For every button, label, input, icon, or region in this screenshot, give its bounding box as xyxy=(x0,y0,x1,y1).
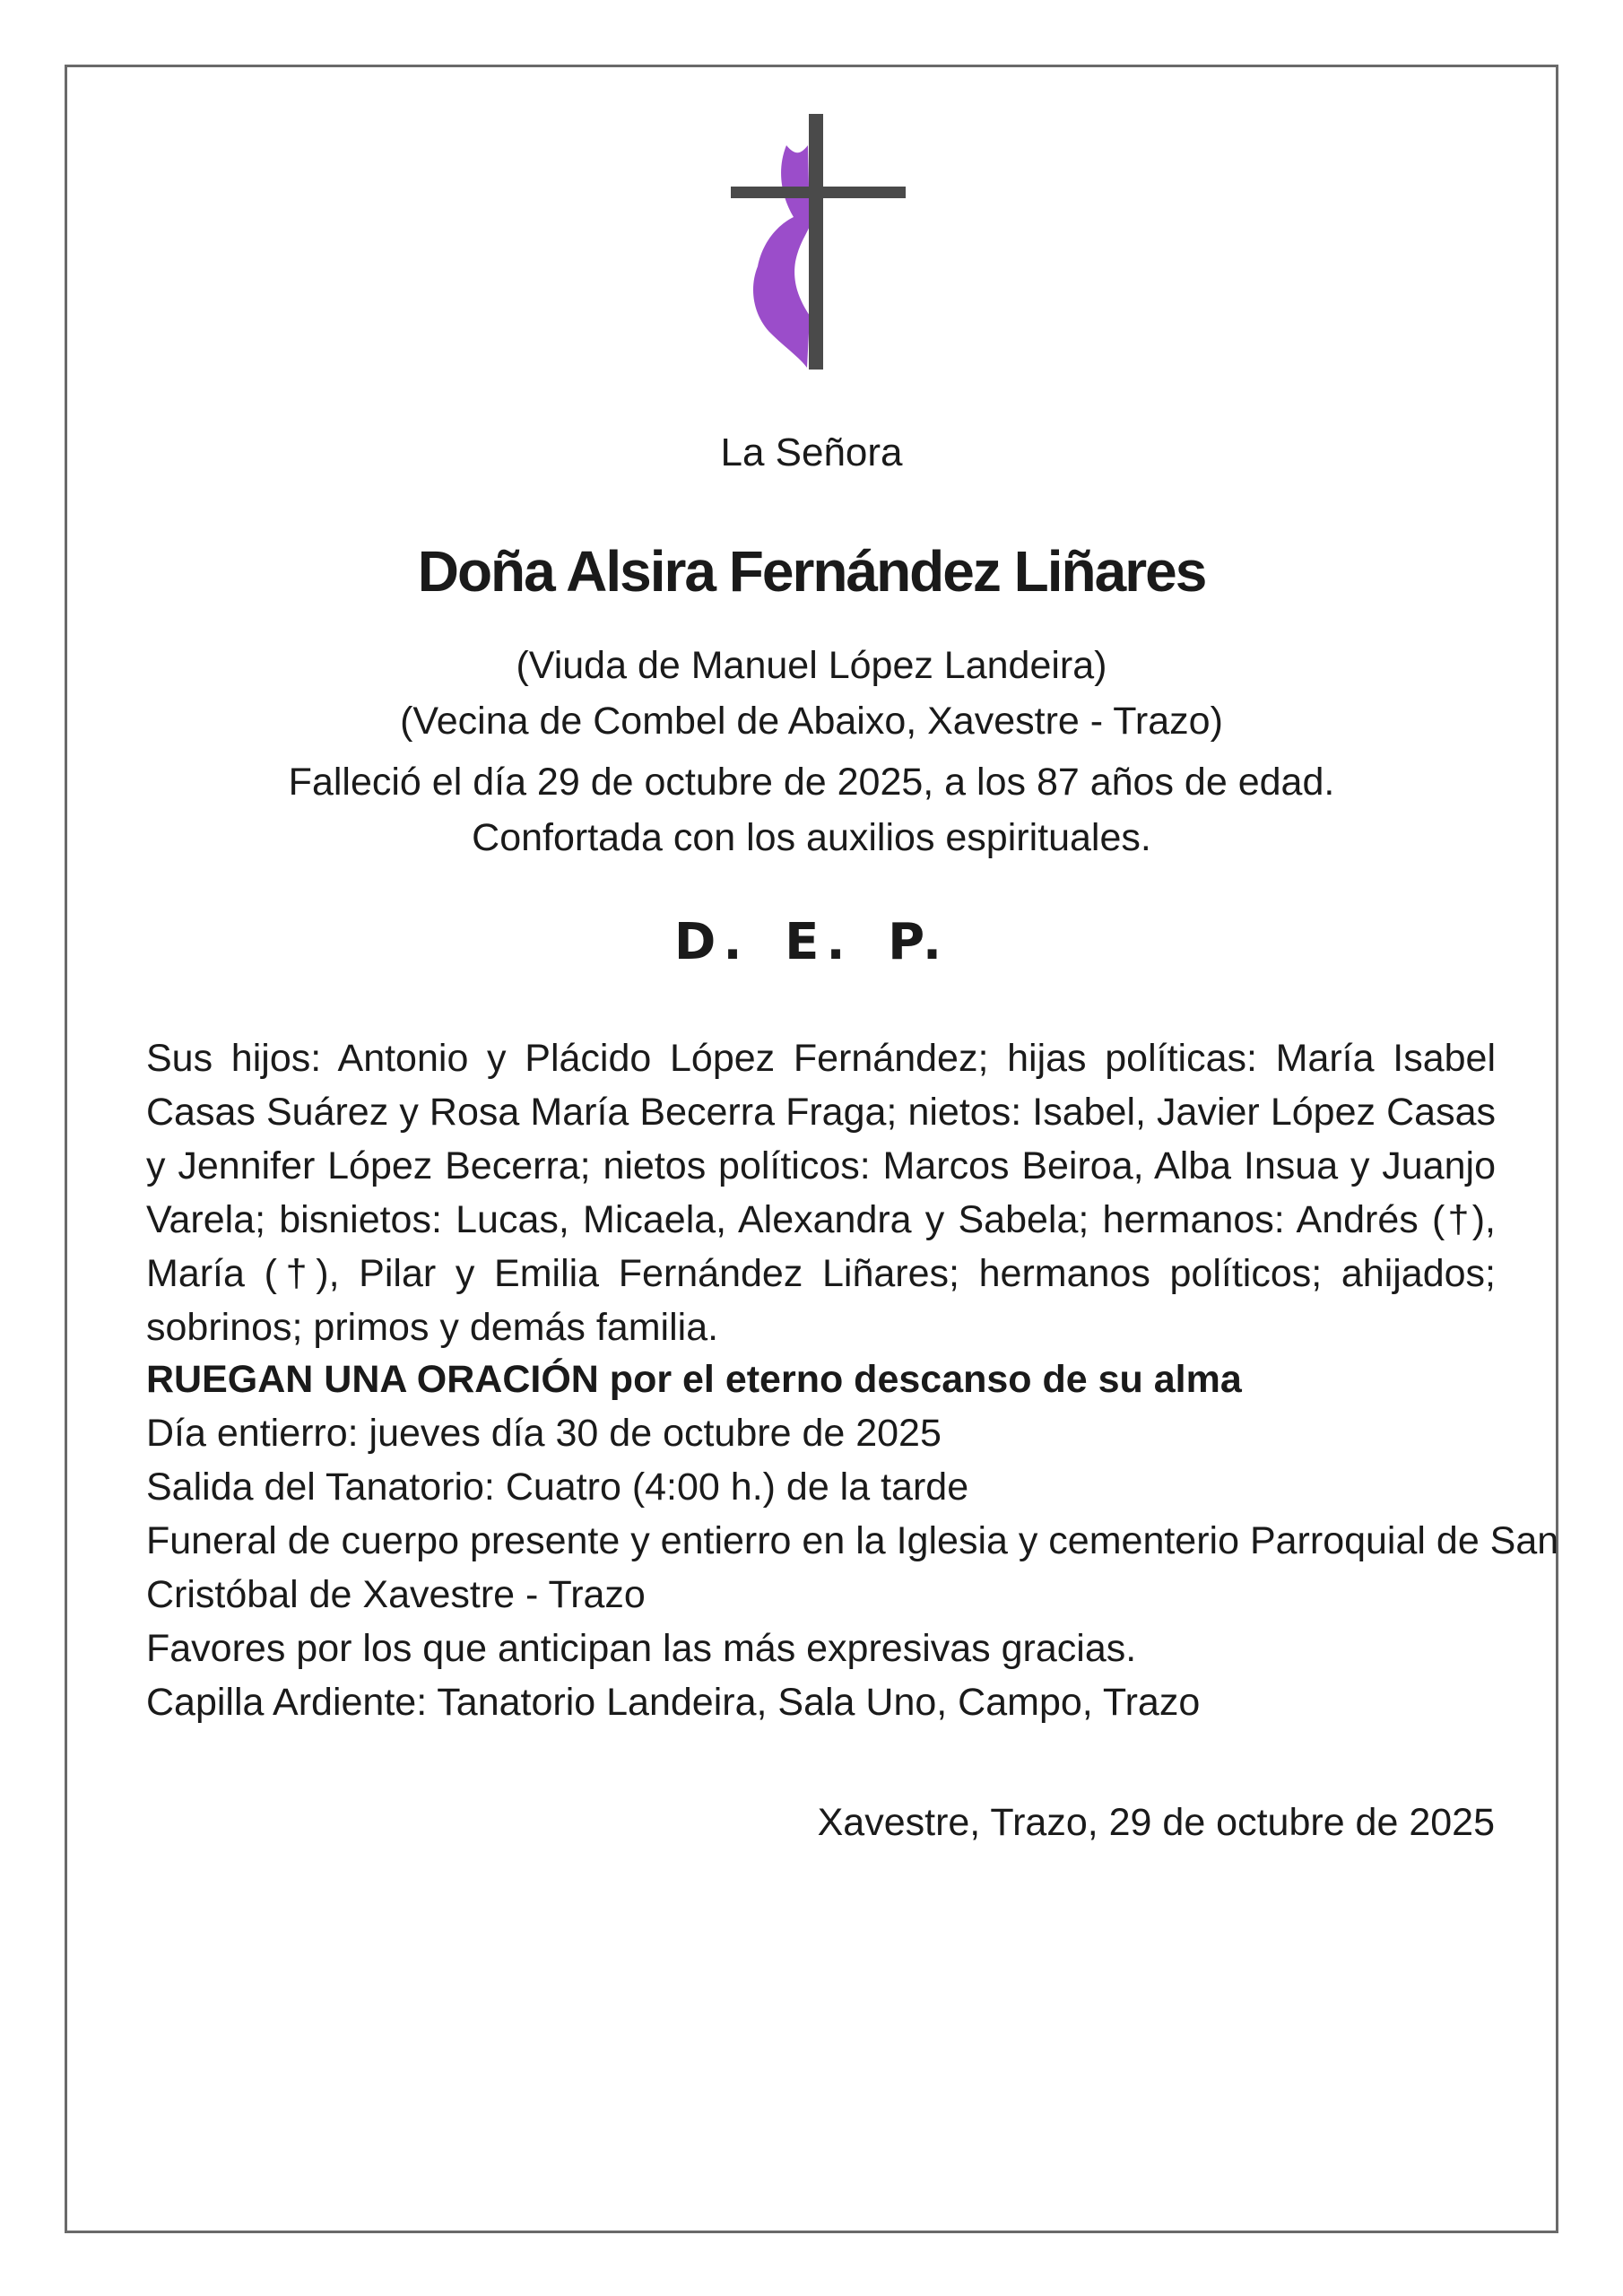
family-paragraph: Sus hijos: Antonio y Plácido López Fernández; hijas políticas: María Isabel Casas Suárez y Rosa María Becerra Fraga; nietos: Isabel, Javier López Casas y Jennifer López Becerra; nietos políticos: Marcos Beiroa, Alba Insua y Juanjo Varela; bisnietos: Lucas, Micaela, Alexandra y Sabela; hermanos: Andrés (†), María (†), Pilar y Emilia Fernández Liñares; hermanos políticos; ahijados; sobrinos; primos y demás familia. xyxy=(146,1037,1496,1349)
place-date: Xavestre, Trazo, 29 de octubre de 2025 xyxy=(817,1801,1495,1844)
prayer-request: RUEGAN UNA ORACIÓN por el eterno descanso de su alma xyxy=(146,1358,1242,1401)
cross-flame-icon xyxy=(731,109,910,378)
death-notice: Falleció el día 29 de octubre de 2025, a los 87 años de edad. xyxy=(288,761,1335,804)
burial-day: Día entierro: jueves día 30 de octubre de 2025 xyxy=(146,1412,942,1455)
cross-vertical xyxy=(809,114,823,370)
funeral-line-2: Cristóbal de Xavestre - Trazo xyxy=(146,1573,646,1616)
dep-heading: D. E. P. xyxy=(673,913,950,971)
widow-of: (Viuda de Manuel López Landeira) xyxy=(516,644,1107,687)
cross-horizontal xyxy=(731,187,906,198)
comfort-text: Confortada con los auxilios espirituales. xyxy=(472,816,1151,859)
flame-shape xyxy=(753,145,810,368)
ceremony-details xyxy=(146,1352,1559,1729)
departure-time: Salida del Tanatorio: Cuatro (4:00 h.) de la tarde xyxy=(146,1465,969,1509)
residence: (Vecina de Combel de Abaixo, Xavestre - Trazo) xyxy=(400,700,1223,743)
funeral-line-1: Funeral de cuerpo presente y entierro en la Iglesia y cementerio Parroquial de San xyxy=(146,1519,1559,1562)
deceased-name: Doña Alsira Fernández Liñares xyxy=(417,539,1206,604)
chapel-info: Capilla Ardiente: Tanatorio Landeira, Sala Uno, Campo, Trazo xyxy=(146,1681,1201,1724)
intro-text: La Señora xyxy=(720,430,903,474)
thanks-text: Favores por los que anticipan las más expresivas gracias. xyxy=(146,1627,1137,1670)
